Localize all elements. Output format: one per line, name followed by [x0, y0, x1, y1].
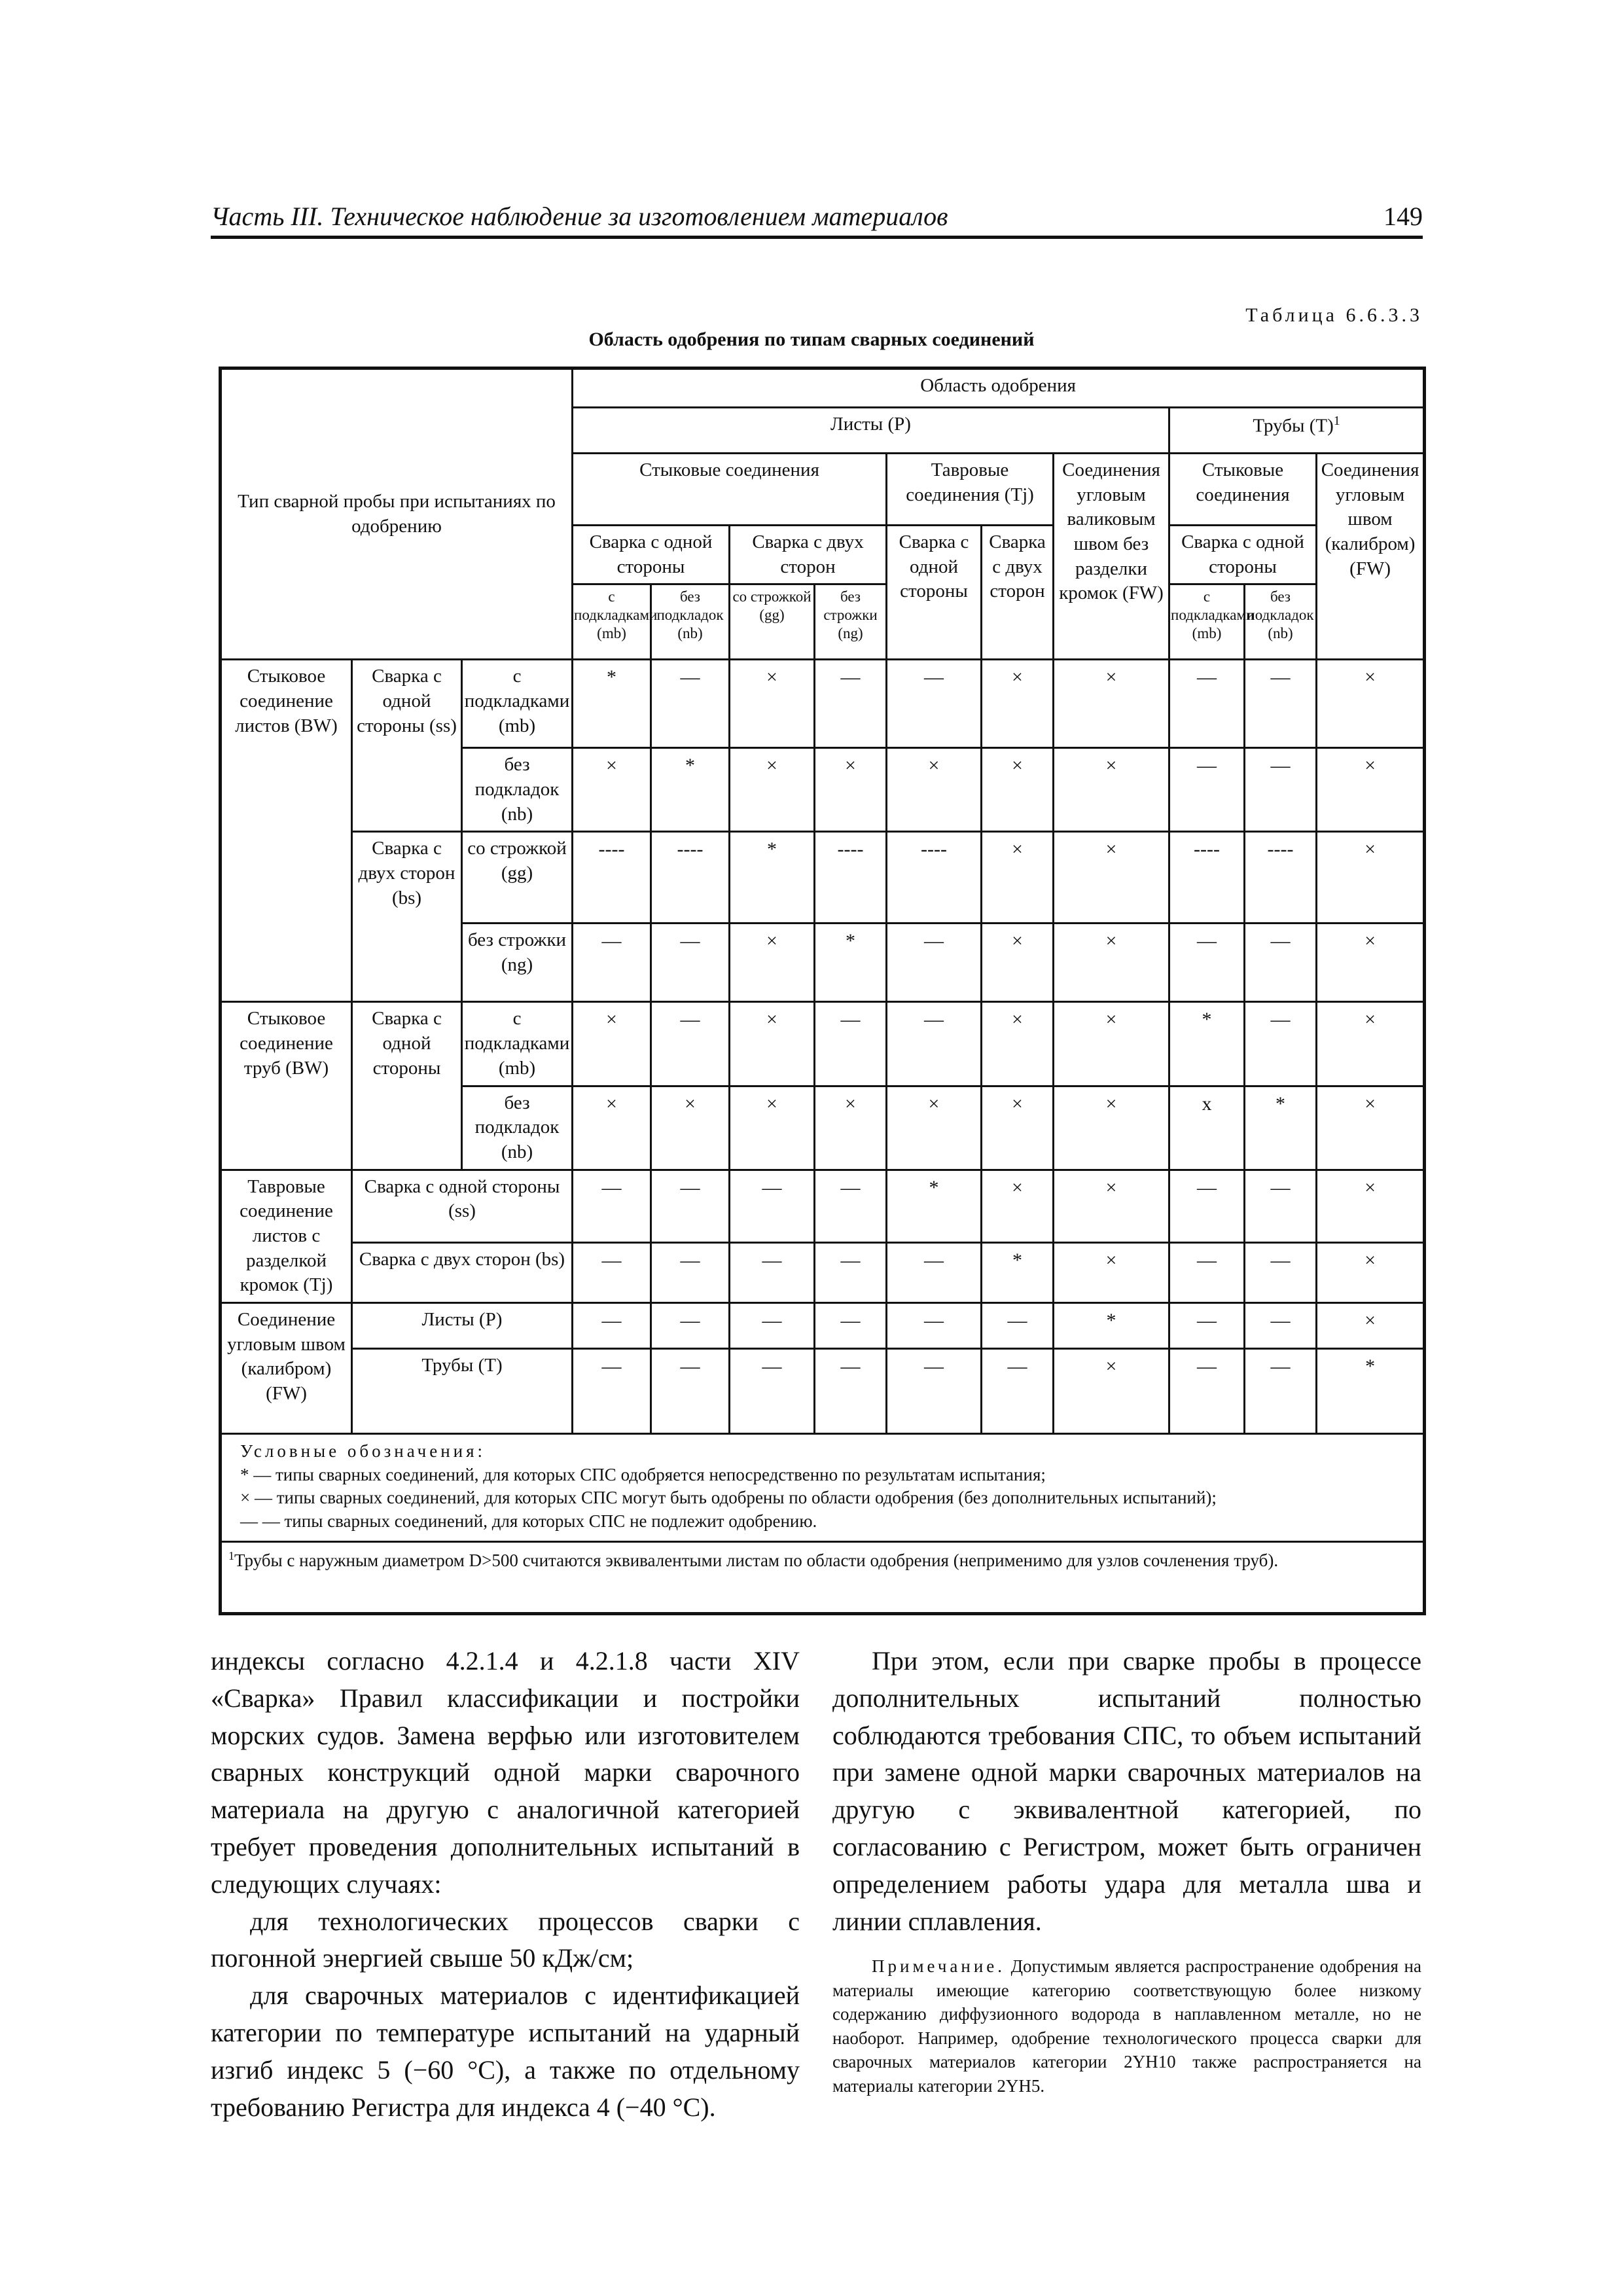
- table-cell: —: [1245, 660, 1317, 748]
- table-cell: ----: [887, 832, 982, 924]
- table-cell: ×: [815, 748, 887, 832]
- row-nb: без подкладок (nb): [462, 748, 573, 832]
- row-pipe-nb: без подкладок (nb): [462, 1086, 573, 1170]
- table-row: [221, 832, 1425, 924]
- table-cell: ×: [1317, 660, 1425, 748]
- table-cell: ×: [982, 1086, 1054, 1170]
- table-cell: ×: [730, 748, 815, 832]
- table-cell: —: [815, 1349, 887, 1434]
- table-cell: ×: [1054, 1243, 1169, 1303]
- table-cell: —: [1169, 1243, 1245, 1303]
- approval-table: [219, 367, 1426, 1615]
- table-cell: —: [1245, 1349, 1317, 1434]
- table-cell: —: [1169, 924, 1245, 1002]
- table-row: [221, 1002, 1425, 1086]
- table-cell: —: [573, 1243, 651, 1303]
- table-cell: ×: [982, 924, 1054, 1002]
- table-cell: ×: [1317, 748, 1425, 832]
- table-row: [221, 1349, 1425, 1434]
- header-tee-one: Сварка с одной стороны: [887, 526, 982, 660]
- row-gg: со строжкой (gg): [462, 832, 573, 924]
- row-mb: с подкладками (mb): [462, 660, 573, 748]
- table-cell: ×: [573, 748, 651, 832]
- page-number: 149: [1383, 202, 1423, 231]
- row-tj: Тавровые соединение листов с разделкой кромок (Tj): [221, 1170, 352, 1302]
- header-two-sides: Сварка с двух сторон: [730, 526, 887, 584]
- table-cell: *: [573, 660, 651, 748]
- table-cell: —: [730, 1170, 815, 1243]
- table-cell: —: [887, 1349, 982, 1434]
- header-pipe-mb: с подкладками (mb): [1169, 584, 1245, 660]
- table-cell: —: [815, 1303, 887, 1349]
- row-ss: Сварка с одной стороны (ss): [352, 660, 462, 832]
- note-text: Допустимым является распространение одобрения на материалы имеющие категорию соответствующую более низкому содержанию диффузионного водорода в наплавленном металле, но не наоборот. Например, одобрение технологического процесса сварки для сварочных материалов категории 2YH10 также распространяется на материалы категории 2YH5.: [832, 1956, 1421, 2096]
- table-cell: —: [1245, 1170, 1317, 1243]
- table-cell: —: [1169, 660, 1245, 748]
- table-cell: x: [1169, 1086, 1245, 1170]
- table-cell: *: [1054, 1303, 1169, 1349]
- table-cell: ×: [1317, 1086, 1425, 1170]
- header-one-side: Сварка с одной стороны: [573, 526, 730, 584]
- table-row: [221, 1170, 1425, 1243]
- row-pipe-ss: Сварка с одной стороны: [352, 1002, 462, 1170]
- header-pipe-one-side: Сварка с одной стороны: [1169, 526, 1317, 584]
- table-cell: —: [651, 1243, 730, 1303]
- legend-cross: × — типы сварных соединений, для которых СПС могут быть одобрены по области одобрения (без дополнительных испытаний);: [240, 1488, 1217, 1508]
- table-cell: —: [815, 660, 887, 748]
- body-left-column: [211, 1643, 800, 2126]
- header-tee-two: Сварка с двух сторон: [982, 526, 1054, 660]
- note-label: Примечание.: [872, 1956, 1006, 1977]
- table-caption: Область одобрения по типам сварных соединений: [588, 329, 1035, 350]
- header-plates: Листы (P): [573, 408, 1169, 454]
- table-row: [221, 1243, 1425, 1303]
- table-cell: —: [651, 1303, 730, 1349]
- table-number: Таблица 6.6.3.3: [1245, 304, 1423, 326]
- body-paragraph: для технологических процессов сварки с погонной энергией свыше 50 кДж/см;: [211, 1906, 800, 1973]
- header-fillet-pipes: Соединения угловым швом (калибром) (FW): [1317, 454, 1425, 660]
- table-cell: —: [1245, 1303, 1317, 1349]
- table-cell: ×: [1054, 1349, 1169, 1434]
- header-gg: со строжкой (gg): [730, 584, 815, 660]
- table-cell: ×: [1317, 1303, 1425, 1349]
- table-cell: —: [651, 1349, 730, 1434]
- table-cell: —: [573, 1170, 651, 1243]
- table-cell: ×: [982, 832, 1054, 924]
- page-header: [211, 196, 1423, 239]
- table-cell: ----: [651, 832, 730, 924]
- table-cell: ×: [1054, 832, 1169, 924]
- header-ng: без строжки (ng): [815, 584, 887, 660]
- table-cell: ×: [730, 1002, 815, 1086]
- row-bw-plates: Стыковое соединение листов (BW): [221, 660, 352, 1002]
- table-cell: —: [982, 1349, 1054, 1434]
- header-butt-joints: Стыковые соединения: [573, 454, 887, 526]
- table-cell: —: [887, 924, 982, 1002]
- table-cell: *: [1317, 1349, 1425, 1434]
- body-right-column: [832, 1643, 1421, 2098]
- table-cell: —: [887, 1002, 982, 1086]
- table-cell: ×: [1317, 1002, 1425, 1086]
- table-cell: *: [887, 1170, 982, 1243]
- table-cell: —: [1169, 748, 1245, 832]
- table-cell: —: [1245, 1002, 1317, 1086]
- table-cell: —: [1245, 924, 1317, 1002]
- table-cell: ×: [730, 924, 815, 1002]
- table-cell: ×: [1054, 1170, 1169, 1243]
- header-mb: с подкладками (mb): [573, 584, 651, 660]
- note: [832, 1954, 1421, 2098]
- table-cell: ×: [1054, 660, 1169, 748]
- table-cell: —: [730, 1303, 815, 1349]
- table-cell: —: [573, 1303, 651, 1349]
- table-cell: —: [573, 924, 651, 1002]
- table-cell: ×: [730, 660, 815, 748]
- row-tj-bs: Сварка с двух сторон (bs): [352, 1243, 573, 1303]
- table-cell: —: [1169, 1303, 1245, 1349]
- table-cell: ----: [815, 832, 887, 924]
- table-cell: *: [815, 924, 887, 1002]
- table-cell: ×: [1054, 924, 1169, 1002]
- table-cell: *: [1169, 1002, 1245, 1086]
- table-cell: *: [1245, 1086, 1317, 1170]
- table-cell: ×: [887, 748, 982, 832]
- table-cell: —: [730, 1349, 815, 1434]
- header-pipe-nb: без подкладок (nb): [1245, 584, 1317, 660]
- header-pipes: Трубы $(T)^1$: [1169, 408, 1425, 454]
- table-cell: —: [1245, 1243, 1317, 1303]
- table-cell: ×: [730, 1086, 815, 1170]
- table-cell: ×: [1317, 1170, 1425, 1243]
- table-cell: —: [1245, 748, 1317, 832]
- legend-title: Условные обозначения:: [240, 1441, 486, 1461]
- table-cell: —: [651, 1002, 730, 1086]
- table-cell: —: [887, 1303, 982, 1349]
- row-bs: Сварка с двух сторон (bs): [352, 832, 462, 1002]
- table-cell: —: [887, 660, 982, 748]
- header-fillet-plates: Соединения угловым валиковым швом без разделки кромок (FW): [1054, 454, 1169, 660]
- row-tj-ss: Сварка с одной стороны (ss): [352, 1170, 573, 1243]
- table-cell: —: [651, 924, 730, 1002]
- row-fw: Соединение угловым швом (калибром) (FW): [221, 1303, 352, 1434]
- row-fw-t: Трубы (T): [352, 1349, 573, 1434]
- table-cell: —: [815, 1243, 887, 1303]
- table-cell: ×: [815, 1086, 887, 1170]
- table-cell: ×: [982, 1002, 1054, 1086]
- table-cell: ×: [651, 1086, 730, 1170]
- table-row: [221, 660, 1425, 748]
- table-cell: —: [815, 1170, 887, 1243]
- row-pipe-mb: с подкладками (mb): [462, 1002, 573, 1086]
- table-cell: —: [573, 1349, 651, 1434]
- table-cell: ----: [573, 832, 651, 924]
- table-cell: ×: [982, 1170, 1054, 1243]
- body-paragraph: При этом, если при сварке пробы в процессе дополнительных испытаний полностью соблюдаются требования СПС, то объем испытаний при замене одной марки сварочных материалов на другую с эквивалентной категорией, по согласованию с Регистром, может быть ограничен определением работы удара для металла шва и линии сплавления.: [832, 1646, 1421, 1936]
- table-cell: ×: [573, 1086, 651, 1170]
- table-cell: ×: [1054, 1086, 1169, 1170]
- table-cell: ×: [1317, 924, 1425, 1002]
- legend-dash: — — типы сварных соединений, для которых СПС не подлежит одобрению.: [240, 1511, 817, 1531]
- body-paragraph: индексы согласно 4.2.1.4 и 4.2.1.8 части XIV «Сварка» Правил классификации и постройки морских судов. Замена верфью или изготовителем сварных конструкций одной марки сварочного материала на другую с аналогичной категорией требует проведения дополнительных испытаний в следующих случаях:: [211, 1646, 800, 1899]
- header-approval-area: Область одобрения: [573, 368, 1425, 408]
- legend-star: * — типы сварных соединений, для которых СПС одобряется непосредственно по результатам испытания;: [240, 1464, 1046, 1484]
- header-nb: без подкладок (nb): [651, 584, 730, 660]
- header-butt-joints-pipes: Стыковые соединения: [1169, 454, 1317, 526]
- table-cell: ×: [982, 748, 1054, 832]
- table-cell: *: [651, 748, 730, 832]
- row-ng: без строжки (ng): [462, 924, 573, 1002]
- table-cell: ×: [1054, 1002, 1169, 1086]
- row-fw-p: Листы (P): [352, 1303, 573, 1349]
- table-cell: ----: [1245, 832, 1317, 924]
- table-cell: ×: [982, 660, 1054, 748]
- table-cell: *: [982, 1243, 1054, 1303]
- table-cell: ×: [1317, 1243, 1425, 1303]
- body-paragraph: для сварочных материалов с идентификацией категории по температуре испытаний на ударный изгиб индекс 5 (−60 °С), а также по отдельному требованию Регистра для индекса 4 (−40 °С).: [211, 1981, 800, 2122]
- table-cell: —: [651, 1170, 730, 1243]
- header-title: Часть III. Техническое наблюдение за изготовлением материалов: [211, 202, 948, 231]
- header-tee-joints: Тавровые соединения (Tj): [887, 454, 1054, 526]
- table-footnote: $^1$Трубы с наружным диаметром D>500 считаются эквивалентыми листам по области одобрения (неприменимо для узлов сочленения труб).: [221, 1542, 1425, 1614]
- table-cell: —: [1169, 1349, 1245, 1434]
- table-cell: ×: [1317, 832, 1425, 924]
- table-legend: [221, 1434, 1425, 1542]
- table-cell: —: [1169, 1170, 1245, 1243]
- table-cell: —: [730, 1243, 815, 1303]
- table-cell: ×: [573, 1002, 651, 1086]
- table-cell: *: [730, 832, 815, 924]
- header-test-type: Тип сварной пробы при испытаниях по одобрению: [221, 368, 573, 660]
- table-cell: —: [887, 1243, 982, 1303]
- table-cell: ×: [887, 1086, 982, 1170]
- table-cell: —: [815, 1002, 887, 1086]
- table-cell: ×: [1054, 748, 1169, 832]
- table-cell: —: [982, 1303, 1054, 1349]
- row-bw-pipes: Стыковое соединение труб (BW): [221, 1002, 352, 1170]
- table-row: [221, 1303, 1425, 1349]
- table-cell: —: [651, 660, 730, 748]
- table-cell: ----: [1169, 832, 1245, 924]
